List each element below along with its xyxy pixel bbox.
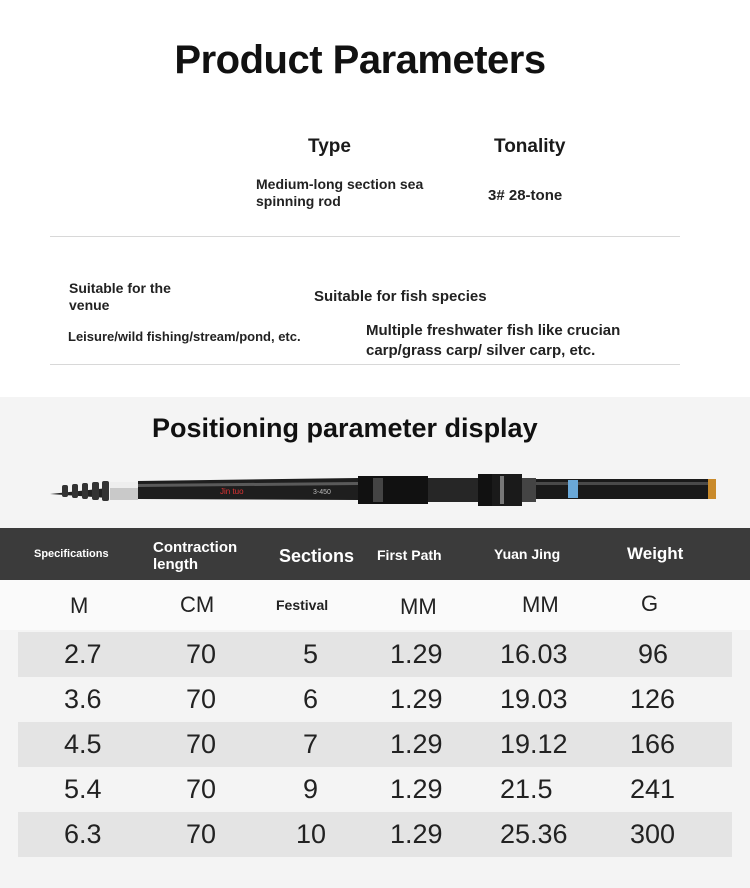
rod-model-label: 3-450 (313, 489, 331, 496)
unit-yuan-jing: MM (522, 592, 559, 617)
header-first-path: First Path (377, 547, 442, 563)
cell-sections: 6 (303, 684, 319, 714)
divider (50, 364, 680, 365)
divider (50, 236, 680, 237)
cell-weight: 300 (630, 819, 676, 849)
cell-weight: 166 (630, 729, 676, 759)
unit-weight: G (641, 591, 659, 616)
cell-yuan-jing: 16.03 (500, 639, 568, 669)
cell-first-path: 1.29 (390, 729, 443, 759)
cell-weight: 96 (638, 639, 669, 669)
unit-sections: Festival (276, 597, 329, 613)
cell-length: 70 (186, 819, 217, 849)
cell-spec: 6.3 (64, 819, 102, 849)
cell-sections: 7 (303, 729, 319, 759)
header-sections: Sections (279, 546, 355, 566)
type-header: Type (308, 136, 351, 157)
unit-specifications: M (70, 593, 89, 618)
section-title: Positioning parameter display (152, 413, 538, 443)
cell-spec: 3.6 (64, 684, 102, 714)
cell-first-path: 1.29 (390, 684, 443, 714)
unit-first-path: MM (400, 594, 437, 619)
header-contraction-length: Contraction length (153, 539, 238, 573)
page-title: Product Parameters (174, 38, 546, 82)
cell-weight: 241 (630, 774, 676, 804)
cell-length: 70 (186, 639, 217, 669)
table-row (18, 722, 732, 767)
cell-weight: 126 (630, 684, 676, 714)
header-weight: Weight (627, 544, 684, 563)
header-specifications: Specifications (34, 548, 109, 560)
venue-value: Leisure/wild fishing/stream/pond, etc. (68, 329, 301, 344)
cell-sections: 9 (303, 774, 319, 804)
cell-spec: 5.4 (64, 774, 102, 804)
cell-first-path: 1.29 (390, 639, 443, 669)
cell-length: 70 (186, 774, 217, 804)
tonality-header: Tonality (494, 136, 566, 157)
table-row (18, 767, 732, 812)
cell-spec: 2.7 (64, 639, 102, 669)
type-value: Medium-long section sea spinning rod (256, 176, 424, 209)
header-yuan-jing: Yuan Jing (494, 546, 561, 562)
cell-first-path: 1.29 (390, 819, 443, 849)
cell-spec: 4.5 (64, 729, 102, 759)
table-row (18, 632, 732, 677)
fishing-rod-image (48, 468, 718, 516)
cell-yuan-jing: 19.12 (500, 729, 568, 759)
cell-first-path: 1.29 (390, 774, 443, 804)
table-row (18, 677, 732, 722)
rod-brand-label: Jin tuo (220, 487, 244, 496)
cell-length: 70 (186, 684, 217, 714)
tonality-value: 3# 28-tone (488, 187, 563, 204)
table-header (0, 528, 750, 580)
units-row (0, 580, 750, 630)
fish-value: Multiple freshwater fish like crucian carp/grass carp/ silver carp, etc. (366, 322, 621, 359)
fish-header: Suitable for fish species (314, 288, 487, 305)
cell-length: 70 (186, 729, 217, 759)
cell-yuan-jing: 19.03 (500, 684, 568, 714)
cell-sections: 10 (296, 819, 327, 849)
cell-sections: 5 (303, 639, 319, 669)
unit-contraction-length: CM (180, 592, 215, 617)
table-row (18, 812, 732, 857)
cell-yuan-jing: 21.5 (500, 774, 553, 804)
venue-header: Suitable for the venue (69, 280, 171, 313)
cell-yuan-jing: 25.36 (500, 819, 568, 849)
